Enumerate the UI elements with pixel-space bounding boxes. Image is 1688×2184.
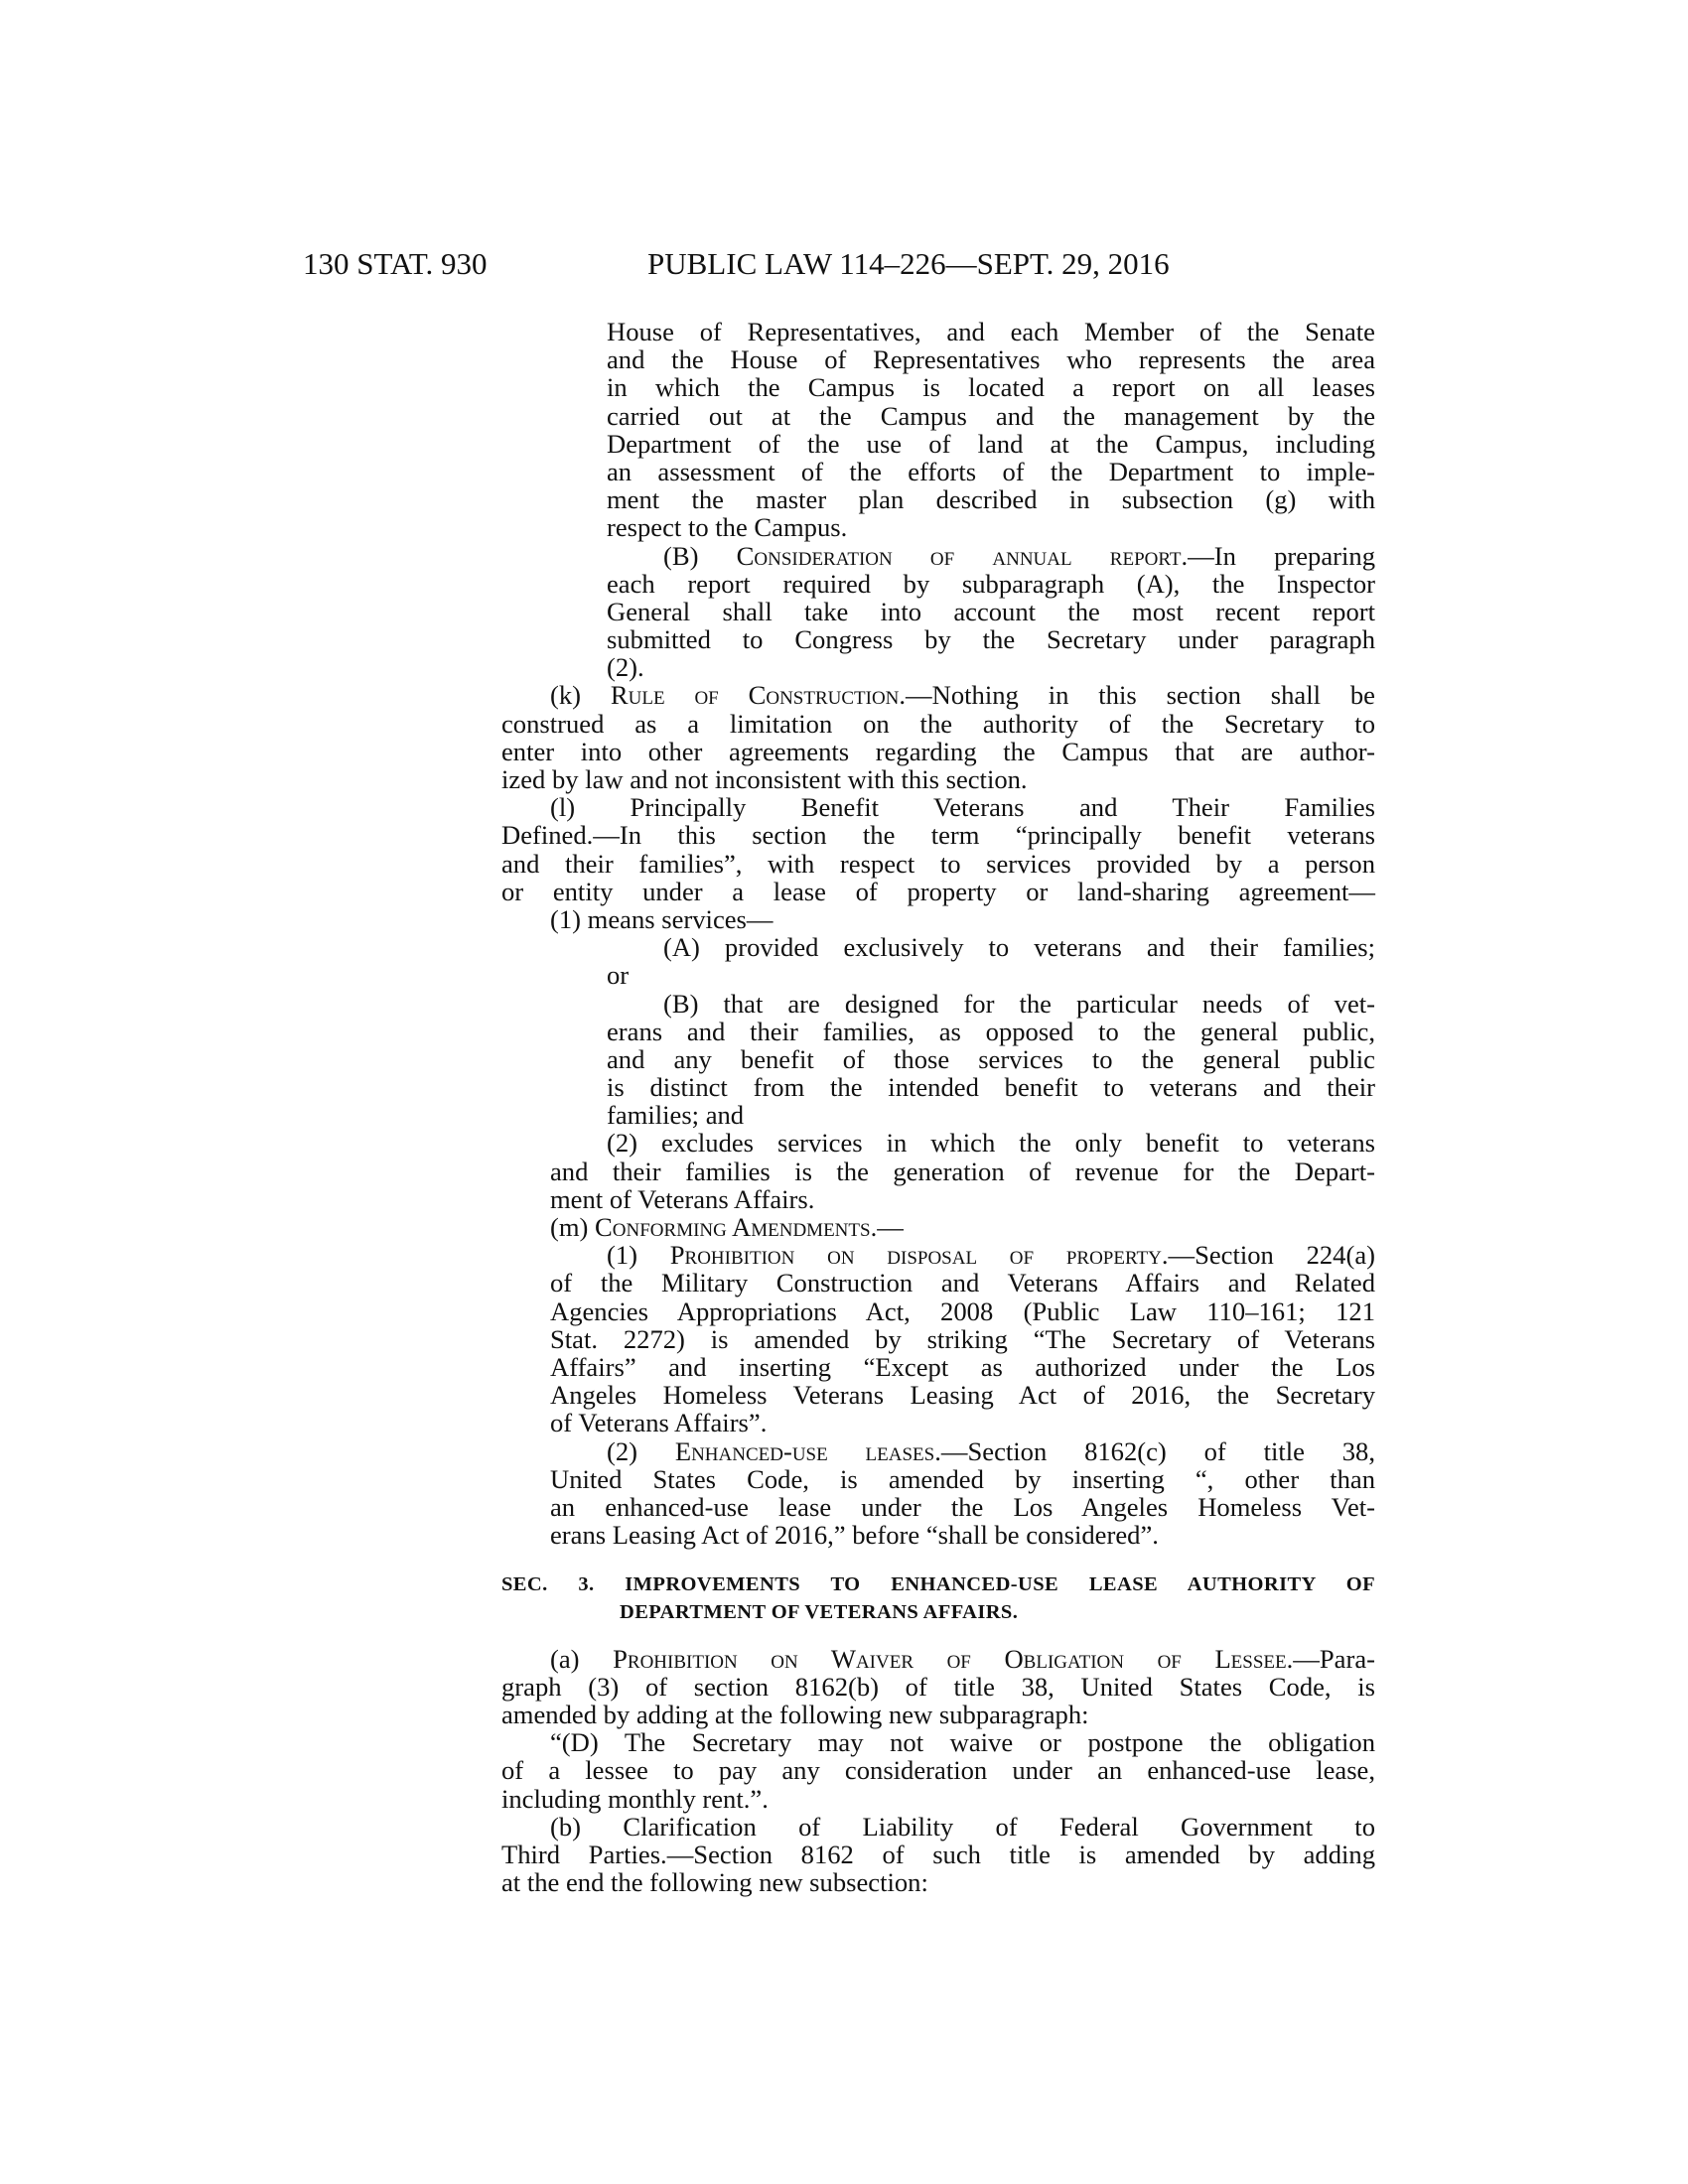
text-line: ment of Veterans Affairs. <box>550 1183 815 1214</box>
text-line: (2). <box>607 652 644 683</box>
text-line: an enhanced-use lease under the Los Angeles Homeless Vet- <box>550 1491 1375 1522</box>
run-in-heading: Consideration of annual report <box>736 540 1182 571</box>
text-line: in which the Campus is located a report on all leases <box>607 372 1375 403</box>
text-line: each report required by subparagraph (A), the Inspector <box>607 568 1375 599</box>
text-line: Angeles Homeless Veterans Leasing Act of 2016, the Secretary <box>550 1380 1375 1411</box>
text-line: erans Leasing Act of 2016,” before “shall be considered”. <box>550 1520 1159 1551</box>
run-in-heading: Prohibition on Waiver of Obligation of Lessee <box>613 1643 1287 1674</box>
run-in-heading: Enhanced-use leases <box>674 1435 935 1466</box>
text-line: graph (3) of section 8162(b) of title 38, United States Code, is <box>501 1671 1375 1702</box>
text-line: (A) provided exclusively to veterans and their families; <box>663 932 1375 963</box>
text-line: and their families is the generation of revenue for the Depart- <box>550 1156 1375 1186</box>
text-line: Third Parties.—Section 8162 of such title is amended by adding <box>501 1839 1375 1869</box>
text-line: and any benefit of those services to the general public <box>607 1043 1375 1074</box>
text-line: (2) Enhanced-use leases.—Section 8162(c) of title 38, <box>607 1435 1376 1466</box>
text-line: (k) Rule of Construction.—Nothing in this section shall be <box>550 680 1375 711</box>
text-line: including monthly rent.”. <box>501 1783 769 1814</box>
text-line: an assessment of the efforts of the Department to imple- <box>607 456 1375 486</box>
text-line: and the House of Representatives who represents the area <box>607 344 1375 375</box>
text-line: (1) means services— <box>550 903 774 934</box>
text-line: “(D) The Secretary may not waive or postpone the obligation <box>550 1727 1375 1758</box>
text-line: Agencies Appropriations Act, 2008 (Public Law 110–161; 121 <box>550 1296 1375 1326</box>
text-line: families; and <box>607 1100 745 1131</box>
text-line: amended by adding at the following new subparagraph: <box>501 1700 1089 1729</box>
text-line: of a lessee to pay any consideration under an enhanced-use lease, <box>501 1755 1375 1786</box>
text-line: is distinct from the intended benefit to veterans and their <box>607 1072 1375 1103</box>
text-line: carried out at the Campus and the management by the <box>607 400 1375 431</box>
text-line: United States Code, is amended by inserting “, other than <box>550 1463 1375 1494</box>
text-line: or <box>607 960 630 991</box>
text-line: erans and their families, as opposed to the general public, <box>607 1016 1375 1046</box>
text-line: ment the master plan described in subsection (g) with <box>607 484 1375 515</box>
text-line: or entity under a lease of property or land-sharing agreement— <box>501 876 1375 906</box>
document-body <box>501 318 1375 1896</box>
text-line: ized by law and not inconsistent with this section. <box>501 764 1028 794</box>
text-line: House of Representatives, and each Member of the Senate <box>607 317 1375 346</box>
text-line: Defined.—In this section the term “principally benefit veterans <box>501 820 1375 851</box>
text-line: submitted to Congress by the Secretary under paragraph <box>607 624 1375 655</box>
text-line: (b) Clarification of Liability of Federal Government to <box>550 1811 1375 1842</box>
text-line: (B) Consideration of annual report.—In preparing <box>663 540 1375 571</box>
run-in-heading: Prohibition on disposal of property <box>669 1240 1162 1271</box>
text-line: (m) Conforming Amendments.— <box>550 1212 904 1242</box>
text-line: enter into other agreements regarding the Campus that are author- <box>501 736 1375 766</box>
text-line: of Veterans Affairs”. <box>550 1408 768 1438</box>
text-line: (B) that are designed for the particular needs of vet- <box>663 988 1375 1019</box>
text-line: of the Military Construction and Veterans Affairs and Related <box>550 1268 1375 1298</box>
text-line: (1) Prohibition on disposal of property.—Section 224(a) <box>607 1240 1375 1271</box>
text-line: General shall take into account the most recent report <box>607 596 1375 626</box>
running-title: PUBLIC LAW 114–226—SEPT. 29, 2016 <box>647 246 1170 281</box>
run-in-heading: Conforming Amendments <box>595 1212 871 1242</box>
text-line: Stat. 2272) is amended by striking “The Secretary of Veterans <box>550 1323 1375 1354</box>
text-line: (2) excludes services in which the only benefit to veterans <box>607 1128 1375 1159</box>
section-heading-continued: DEPARTMENT OF VETERANS AFFAIRS. <box>620 1601 1019 1624</box>
text-line: construed as a limitation on the authority of the Secretary to <box>501 708 1375 739</box>
run-in-heading: Rule of Construction <box>610 680 900 711</box>
text-line: (a) Prohibition on Waiver of Obligation of Lessee.—Para- <box>550 1643 1375 1674</box>
text-line: at the end the following new subsection: <box>501 1867 928 1898</box>
text-line: and their families”, with respect to services provided by a person <box>501 848 1375 879</box>
text-line: Affairs” and inserting “Except as authorized under the Los <box>550 1351 1375 1382</box>
stat-page-number: 130 STAT. 930 <box>303 246 488 281</box>
text-line: respect to the Campus. <box>607 512 848 543</box>
section-heading: SEC. 3. IMPROVEMENTS TO ENHANCED-USE LEASE AUTHORITY OF <box>501 1573 1375 1596</box>
text-line: Department of the use of land at the Campus, including <box>607 428 1375 459</box>
text-line: (l) Principally Benefit Veterans and Their Families <box>550 792 1375 823</box>
